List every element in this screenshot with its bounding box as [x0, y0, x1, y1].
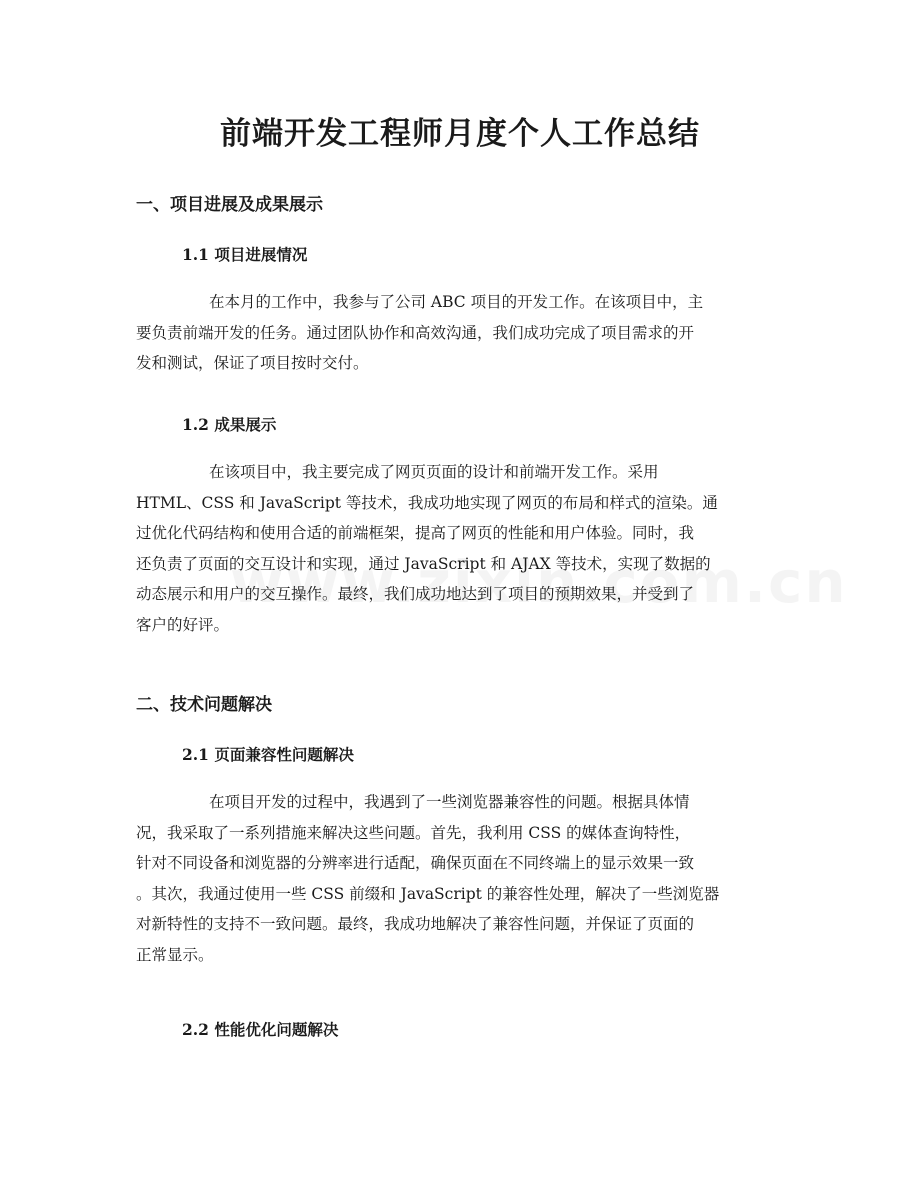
paragraph-line: 针对不同设备和浏览器的分辨率进行适配，确保页面在不同终端上的显示效果一致 — [136, 854, 695, 873]
paragraph-line: 要负责前端开发的任务。通过团队协作和高效沟通，我们成功完成了项目需求的开 — [136, 323, 695, 342]
subsection-heading-2-1: 2.1 页面兼容性问题解决 — [182, 745, 354, 764]
subsection-heading-1-1: 1.1 项目进展情况 — [182, 245, 308, 264]
paragraph-line: 在该项目中，我主要完成了网页页面的设计和前端开发工作。采用 — [209, 463, 659, 481]
subsection-heading-2-2: 2.2 性能优化问题解决 — [182, 1020, 339, 1039]
section-heading-1: 一、项目进展及成果展示 — [136, 195, 323, 215]
paragraph-line: 过优化代码结构和使用合适的前端框架，提高了网页的性能和用户体验。同时，我 — [136, 524, 695, 543]
paragraph-line: 。其次，我通过使用一些 CSS 前缀和 JavaScript 的兼容性处理，解决了一些浏览器 — [136, 884, 720, 903]
paragraph-line: 对新特性的支持不一致问题。最终，我成功地解决了兼容性问题，并保证了页面的 — [136, 915, 695, 934]
paragraph-line: 发和测试，保证了项目按时交付。 — [136, 354, 369, 373]
paragraph-line: 客户的好评。 — [136, 615, 230, 634]
paragraph-line: 在本月的工作中，我参与了公司 ABC 项目的开发工作。在该项目中，主 — [209, 293, 704, 311]
paragraph-line: 况，我采取了一系列措施来解决这些问题。首先，我利用 CSS 的媒体查询特性， — [136, 823, 691, 842]
subsection-heading-1-2: 1.2 成果展示 — [182, 415, 277, 434]
paragraph-line: HTML、CSS 和 JavaScript 等技术，我成功地实现了网页的布局和样式的渲染。通 — [136, 493, 718, 512]
paragraph-line: 还负责了页面的交互设计和实现，通过 JavaScript 和 AJAX 等技术，实现了数据的 — [136, 554, 711, 573]
paragraph-line: 在项目开发的过程中，我遇到了一些浏览器兼容性的问题。根据具体情 — [209, 793, 690, 811]
paragraph-line: 动态展示和用户的交互操作。最终，我们成功地达到了项目的预期效果，并受到了 — [136, 585, 695, 604]
section-heading-2: 二、技术问题解决 — [136, 695, 272, 715]
document-title: 前端开发工程师月度个人工作总结 — [220, 116, 700, 152]
paragraph-1-1 — [136, 287, 790, 379]
paragraph-line: 正常显示。 — [136, 945, 214, 964]
paragraph-2-1 — [136, 787, 790, 971]
paragraph-1-2 — [136, 457, 790, 641]
